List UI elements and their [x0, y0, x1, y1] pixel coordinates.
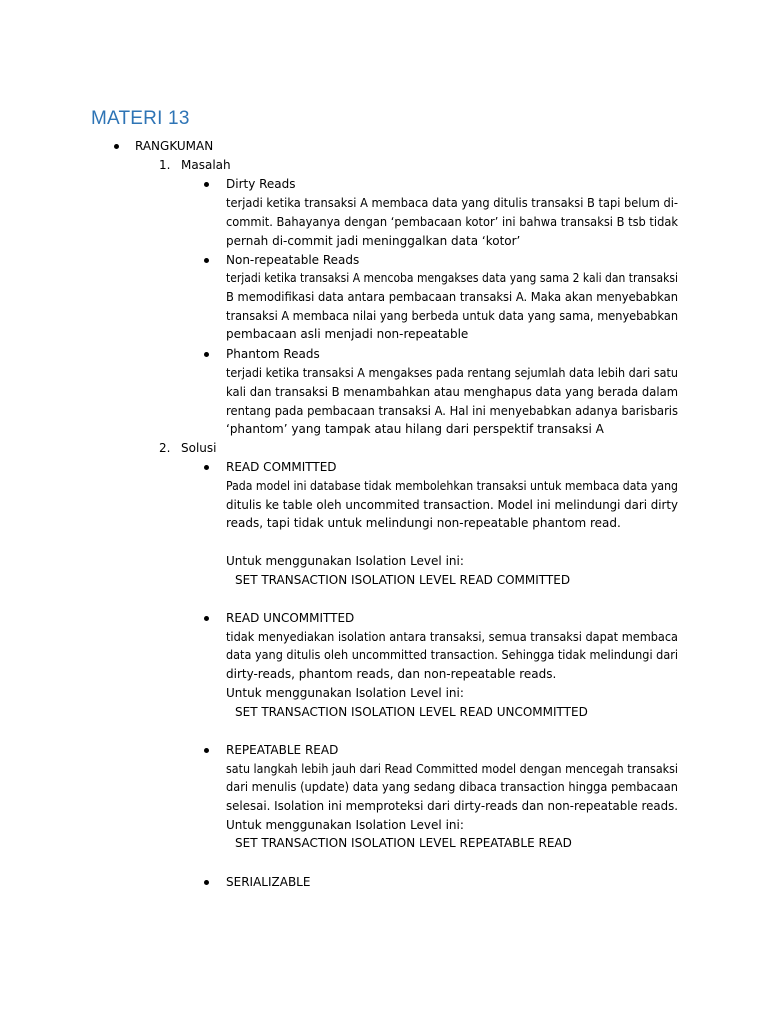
item-heading: SERIALIZABLE — [226, 875, 311, 889]
bullet-icon — [204, 880, 209, 885]
paragraph-line: pembacaan asli menjadi non-repeatable — [226, 327, 469, 341]
item-heading: Dirty Reads — [226, 177, 296, 191]
list-heading-masalah: Masalah — [181, 158, 231, 172]
usage-line: Untuk menggunakan Isolation Level ini: — [226, 818, 464, 832]
list-number: 1. — [159, 158, 171, 172]
paragraph-line: dirty-reads, phantom reads, dan non-repeatable reads. — [226, 667, 557, 681]
paragraph-line: Pada model ini database tidak membolehkan transaksi untuk membaca data yang — [226, 479, 678, 493]
bullet-icon — [204, 465, 209, 470]
paragraph-line: kali dan transaksi B menambahkan atau menghapus data yang berada dalam — [226, 385, 678, 399]
paragraph-line: ‘phantom’ yang tampak atau hilang dari perspektif transaksi A — [226, 422, 604, 436]
paragraph-line: terjadi ketika transaksi A membaca data yang ditulis transaksi B tapi belum di- — [226, 196, 679, 210]
item-heading: REPEATABLE READ — [226, 743, 339, 757]
paragraph-line: terjadi ketika transaksi A mengakses pada rentang sejumlah data lebih dari satu — [226, 366, 679, 380]
usage-line: Untuk menggunakan Isolation Level ini: — [226, 686, 464, 700]
usage-line: Untuk menggunakan Isolation Level ini: — [226, 554, 464, 568]
paragraph-line: dari menulis (update) data yang sedang dibaca transaction hingga pembacaan — [226, 780, 678, 794]
paragraph-line: pernah di-commit jadi meninggalkan data ‘kotor’ — [226, 234, 521, 248]
paragraph-line: ditulis ke table oleh uncommited transaction. Model ini melindungi dari dirty — [226, 498, 679, 512]
sql-command: SET TRANSACTION ISOLATION LEVEL READ COMMITTED — [235, 573, 571, 587]
item-heading: READ COMMITTED — [226, 460, 337, 474]
bullet-icon — [204, 182, 209, 187]
list-number: 2. — [159, 441, 171, 455]
bullet-icon — [204, 258, 209, 263]
paragraph-line: commit. Bahayanya dengan ‘pembacaan kotor’ ini bahwa transaksi B tsb tidak — [226, 215, 678, 229]
paragraph-line: satu langkah lebih jauh dari Read Committed model dengan mencegah transaksi — [226, 762, 678, 776]
section-heading: RANGKUMAN — [135, 139, 214, 153]
item-heading: READ UNCOMMITTED — [226, 611, 355, 625]
list-heading-solusi: Solusi — [181, 441, 217, 455]
sql-command: SET TRANSACTION ISOLATION LEVEL REPEATABLE READ — [235, 836, 572, 850]
item-heading: Phantom Reads — [226, 347, 320, 361]
sql-command: SET TRANSACTION ISOLATION LEVEL READ UNCOMMITTED — [235, 705, 588, 719]
paragraph-line: transaksi A membaca nilai yang berbeda untuk data yang sama, menyebabkan — [226, 309, 678, 323]
paragraph-line: tidak menyediakan isolation antara transaksi, semua transaksi dapat membaca — [226, 630, 678, 644]
paragraph-line: reads, tapi tidak untuk melindungi non-repeatable phantom read. — [226, 516, 621, 530]
paragraph-line: B memodifikasi data antara pembacaan transaksi A. Maka akan menyebabkan — [226, 290, 679, 304]
paragraph-line: data yang ditulis oleh uncommitted transaction. Sehingga tidak melindungi dari — [226, 648, 679, 662]
bullet-icon — [204, 748, 209, 753]
bullet-icon — [204, 352, 209, 357]
paragraph-line: terjadi ketika transaksi A mencoba mengakses data yang sama 2 kali dan transaksi — [226, 271, 679, 285]
page-title: MATERI 13 — [91, 108, 190, 129]
paragraph-line: rentang pada pembacaan transaksi A. Hal ini menyebabkan adanya barisbaris — [226, 404, 679, 418]
bullet-icon — [114, 144, 119, 149]
paragraph-line: selesai. Isolation ini memproteksi dari dirty-reads dan non-repeatable reads. — [226, 799, 678, 813]
bullet-icon — [204, 616, 209, 621]
item-heading: Non-repeatable Reads — [226, 253, 360, 267]
